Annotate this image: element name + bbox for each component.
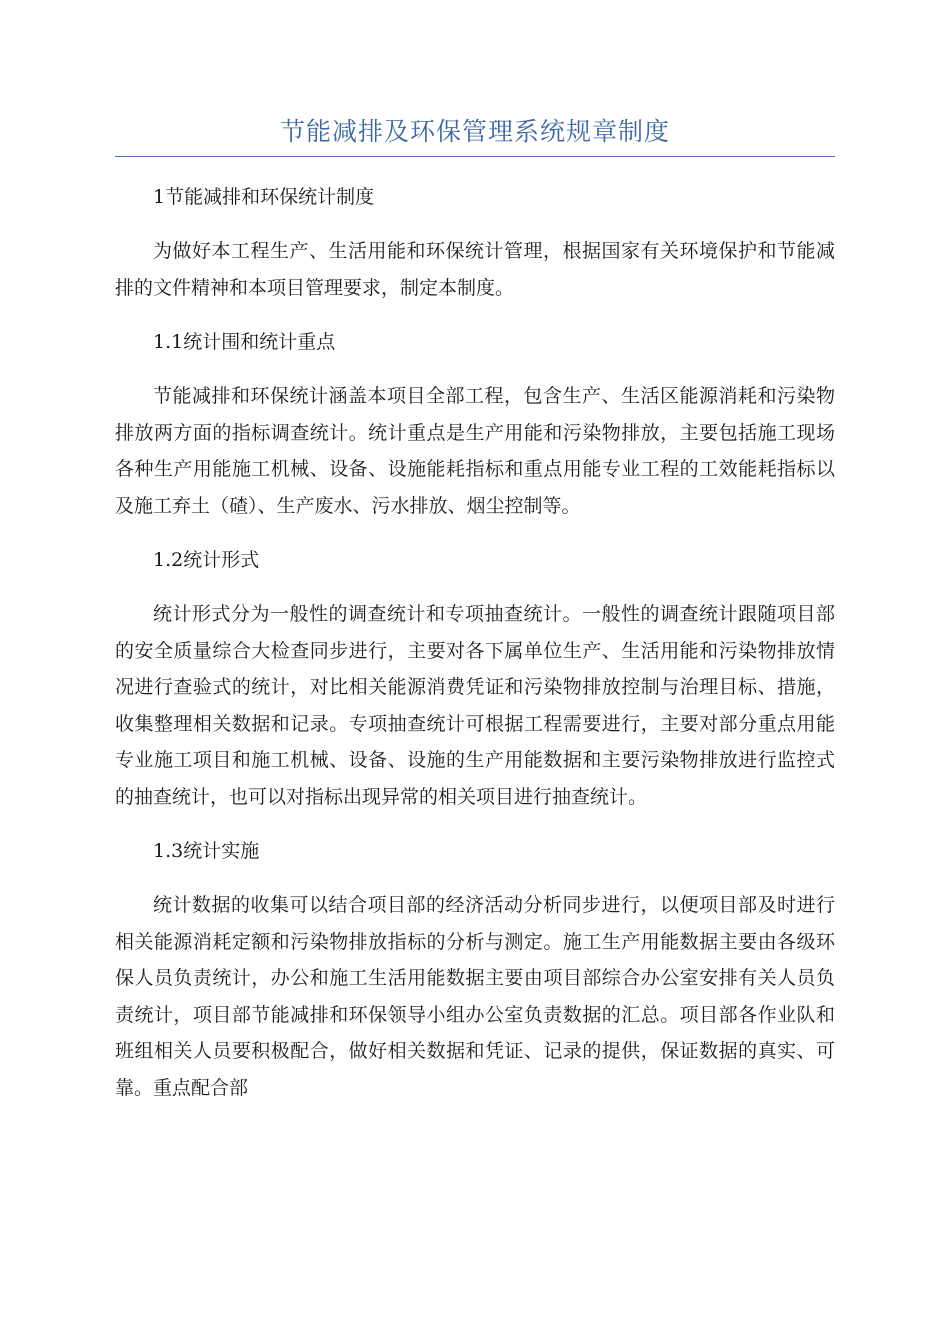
section-heading-1-2: 1.2统计形式 bbox=[153, 549, 260, 571]
document-page bbox=[115, 110, 835, 1106]
document-title: 节能减排及环保管理系统规章制度 bbox=[115, 110, 835, 157]
paragraph-scope: 节能减排和环保统计涵盖本项目全部工程，包含生产、生活区能源消耗和污染物排放两方面的指标调查统计。统计重点是生产用能和污染物排放，主要包括施工现场各种生产用能施工机械、设备、设施能耗指标和重点用能专业工程的工效能耗指标以及施工弃土（碴）、生产废水、污水排放、烟尘控制等。 bbox=[115, 385, 835, 517]
paragraph-intro: 为做好本工程生产、生活用能和环保统计管理，根据国家有关环境保护和节能减排的文件精神和本项目管理要求，制定本制度。 bbox=[115, 240, 835, 299]
section-heading-1: 1节能减排和环保统计制度 bbox=[153, 186, 375, 208]
section-heading-1-3: 1.3统计实施 bbox=[153, 840, 260, 862]
document-body bbox=[115, 179, 835, 1106]
paragraph-implementation: 统计数据的收集可以结合项目部的经济活动分析同步进行，以便项目部及时进行相关能源消耗定额和污染物排放指标的分析与测定。施工生产用能数据主要由各级环保人员负责统计，办公和施工生活用能数据主要由项目部综合办公室安排有关人员负责统计，项目部节能减排和环保领导小组办公室负责数据的汇总。项目部各作业队和班组相关人员要积极配合，做好相关数据和凭证、记录的提供，保证数据的真实、可靠。重点配合部 bbox=[115, 894, 835, 1099]
paragraph-form: 统计形式分为一般性的调查统计和专项抽查统计。一般性的调查统计跟随项目部的安全质量综合大检查同步进行，主要对各下属单位生产、生活用能和污染物排放情况进行查验式的统计，对比相关能源消费凭证和污染物排放控制与治理目标、措施，收集整理相关数据和记录。专项抽查统计可根据工程需要进行，主要对部分重点用能专业施工项目和施工机械、设备、设施的生产用能数据和主要污染物排放进行监控式的抽查统计，也可以对指标出现异常的相关项目进行抽查统计。 bbox=[115, 603, 835, 808]
section-heading-1-1: 1.1统计围和统计重点 bbox=[153, 331, 336, 353]
